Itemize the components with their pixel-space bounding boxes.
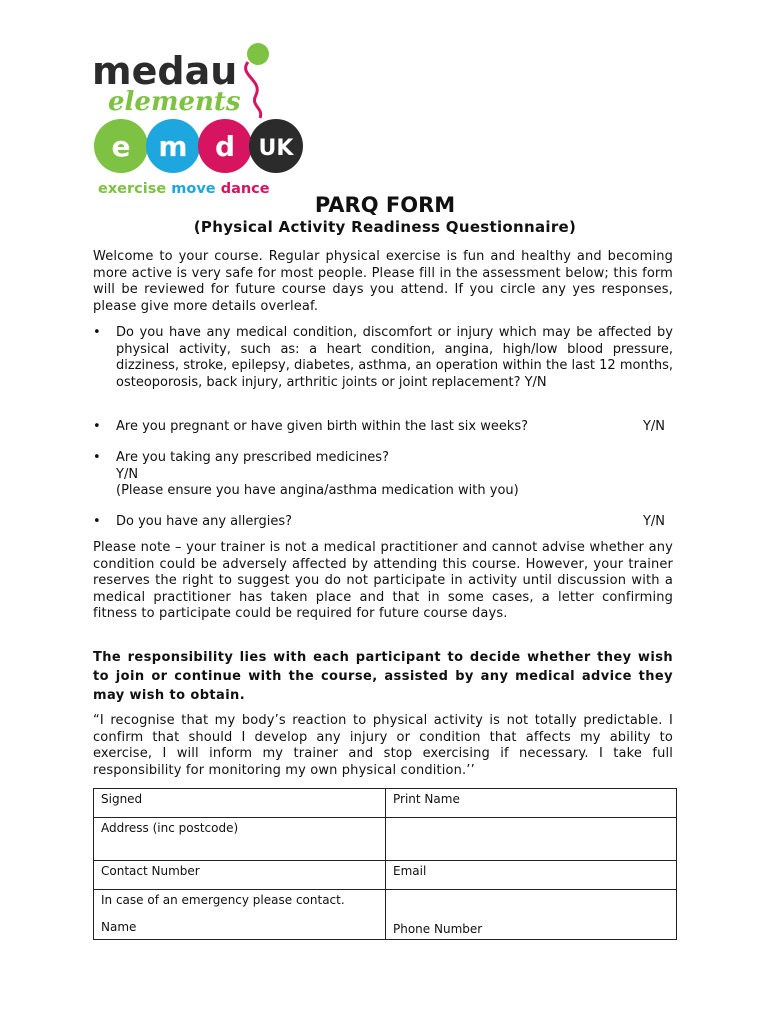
logo-letter-uk: UK — [258, 136, 294, 161]
print-name-label: Print Name — [393, 792, 460, 806]
intro-paragraph: Welcome to your course. Regular physical exercise is fun and healthy and becoming more active is very safe for most people. Please fill in the assessment below; this form will be reviewed for future course days you attend. If you circle any yes responses, please give more details overleaf. — [93, 249, 673, 314]
name-label: Name — [101, 920, 137, 934]
logo-letter-e: e — [111, 130, 131, 163]
participant-details-table — [93, 788, 677, 940]
question-medicines — [93, 450, 673, 500]
question-text: Do you have any allergies? — [116, 514, 293, 529]
form-title: PARQ FORM — [314, 193, 456, 217]
form-subtitle: (Physical Activity Readiness Questionnaire) — [193, 218, 577, 236]
yes-no-answer[interactable]: Y/N — [116, 466, 139, 482]
contact-number-label: Contact Number — [101, 864, 200, 878]
yes-no-answer[interactable]: Y/N — [642, 419, 665, 434]
bullet-icon: • — [93, 450, 101, 465]
print-name-field[interactable] — [386, 789, 677, 818]
logo-letter-d: d — [214, 130, 236, 163]
question-text: Are you pregnant or have given birth within the last six weeks? — [116, 419, 529, 434]
signed-label: Signed — [101, 792, 143, 806]
bullet-icon: • — [93, 325, 101, 340]
phone-number-label: Phone Number — [393, 922, 483, 936]
please-note-paragraph: Please note – your trainer is not a medical practitioner and cannot advise whether any condition could be adversely affected by attending this course. However, your trainer reserves the right to suggest you do not participate in activity until discussion with a medical practitioner has taken place and that in some cases, a letter confirming fitness to participate could be required for future course days. — [93, 540, 673, 621]
question-text: Do you have any medical condition, discomfort or injury which may be affected by physical activity, such as: a heart condition, angina, high/low blood pressure, dizziness, stroke, epilepsy, diabetes, asthma, an operation within the last 12 months, osteoporosis, back injury, arthritic joints or joint replacement? Y/N — [116, 325, 673, 390]
logo-script-text: elements — [108, 87, 241, 117]
contact-number-field[interactable] — [94, 861, 386, 890]
yes-no-answer[interactable]: Y/N — [642, 514, 665, 529]
medau-elements-emduk-logo — [88, 40, 308, 200]
bullet-icon: • — [93, 419, 101, 434]
question-pregnant — [93, 419, 673, 436]
address-field[interactable] — [94, 818, 386, 861]
emergency-label: In case of an emergency please contact. — [101, 893, 345, 907]
bullet-icon: • — [93, 514, 101, 529]
declaration-quote: “I recognise that my body’s reaction to physical activity is not totally predictable. I confirm that should I develop any injury or condition that affects my ability to exercise, I will inform my trainer and stop exercising if necessary. I take full responsibility for monitoring my own physical condition.’’ — [93, 713, 673, 778]
address-label: Address (inc postcode) — [101, 821, 239, 835]
emergency-name-field[interactable] — [94, 890, 386, 940]
tagline-exercise: exercise — [98, 181, 167, 197]
address-extra-field[interactable] — [386, 818, 677, 861]
email-label: Email — [393, 864, 427, 878]
logo-letter-m: m — [158, 130, 188, 163]
tagline-move: move — [171, 181, 216, 197]
question-medical-condition — [93, 325, 673, 391]
logo-figure-icon — [246, 62, 261, 118]
email-field[interactable] — [386, 861, 677, 890]
question-text: Are you taking any prescribed medicines? — [116, 450, 389, 465]
responsibility-paragraph: The responsibility lies with each participant to decide whether they wish to join or continue with the course, assisted by any medical advice they may wish to obtain. — [93, 650, 673, 703]
logo-brand-text: medau — [92, 49, 238, 93]
emergency-phone-field[interactable] — [386, 890, 677, 940]
signed-field[interactable] — [94, 789, 386, 818]
logo-ball-icon — [247, 43, 269, 65]
question-note: (Please ensure you have angina/asthma medication with you) — [116, 483, 519, 498]
tagline-dance: dance — [220, 181, 270, 197]
question-allergies — [93, 514, 673, 531]
